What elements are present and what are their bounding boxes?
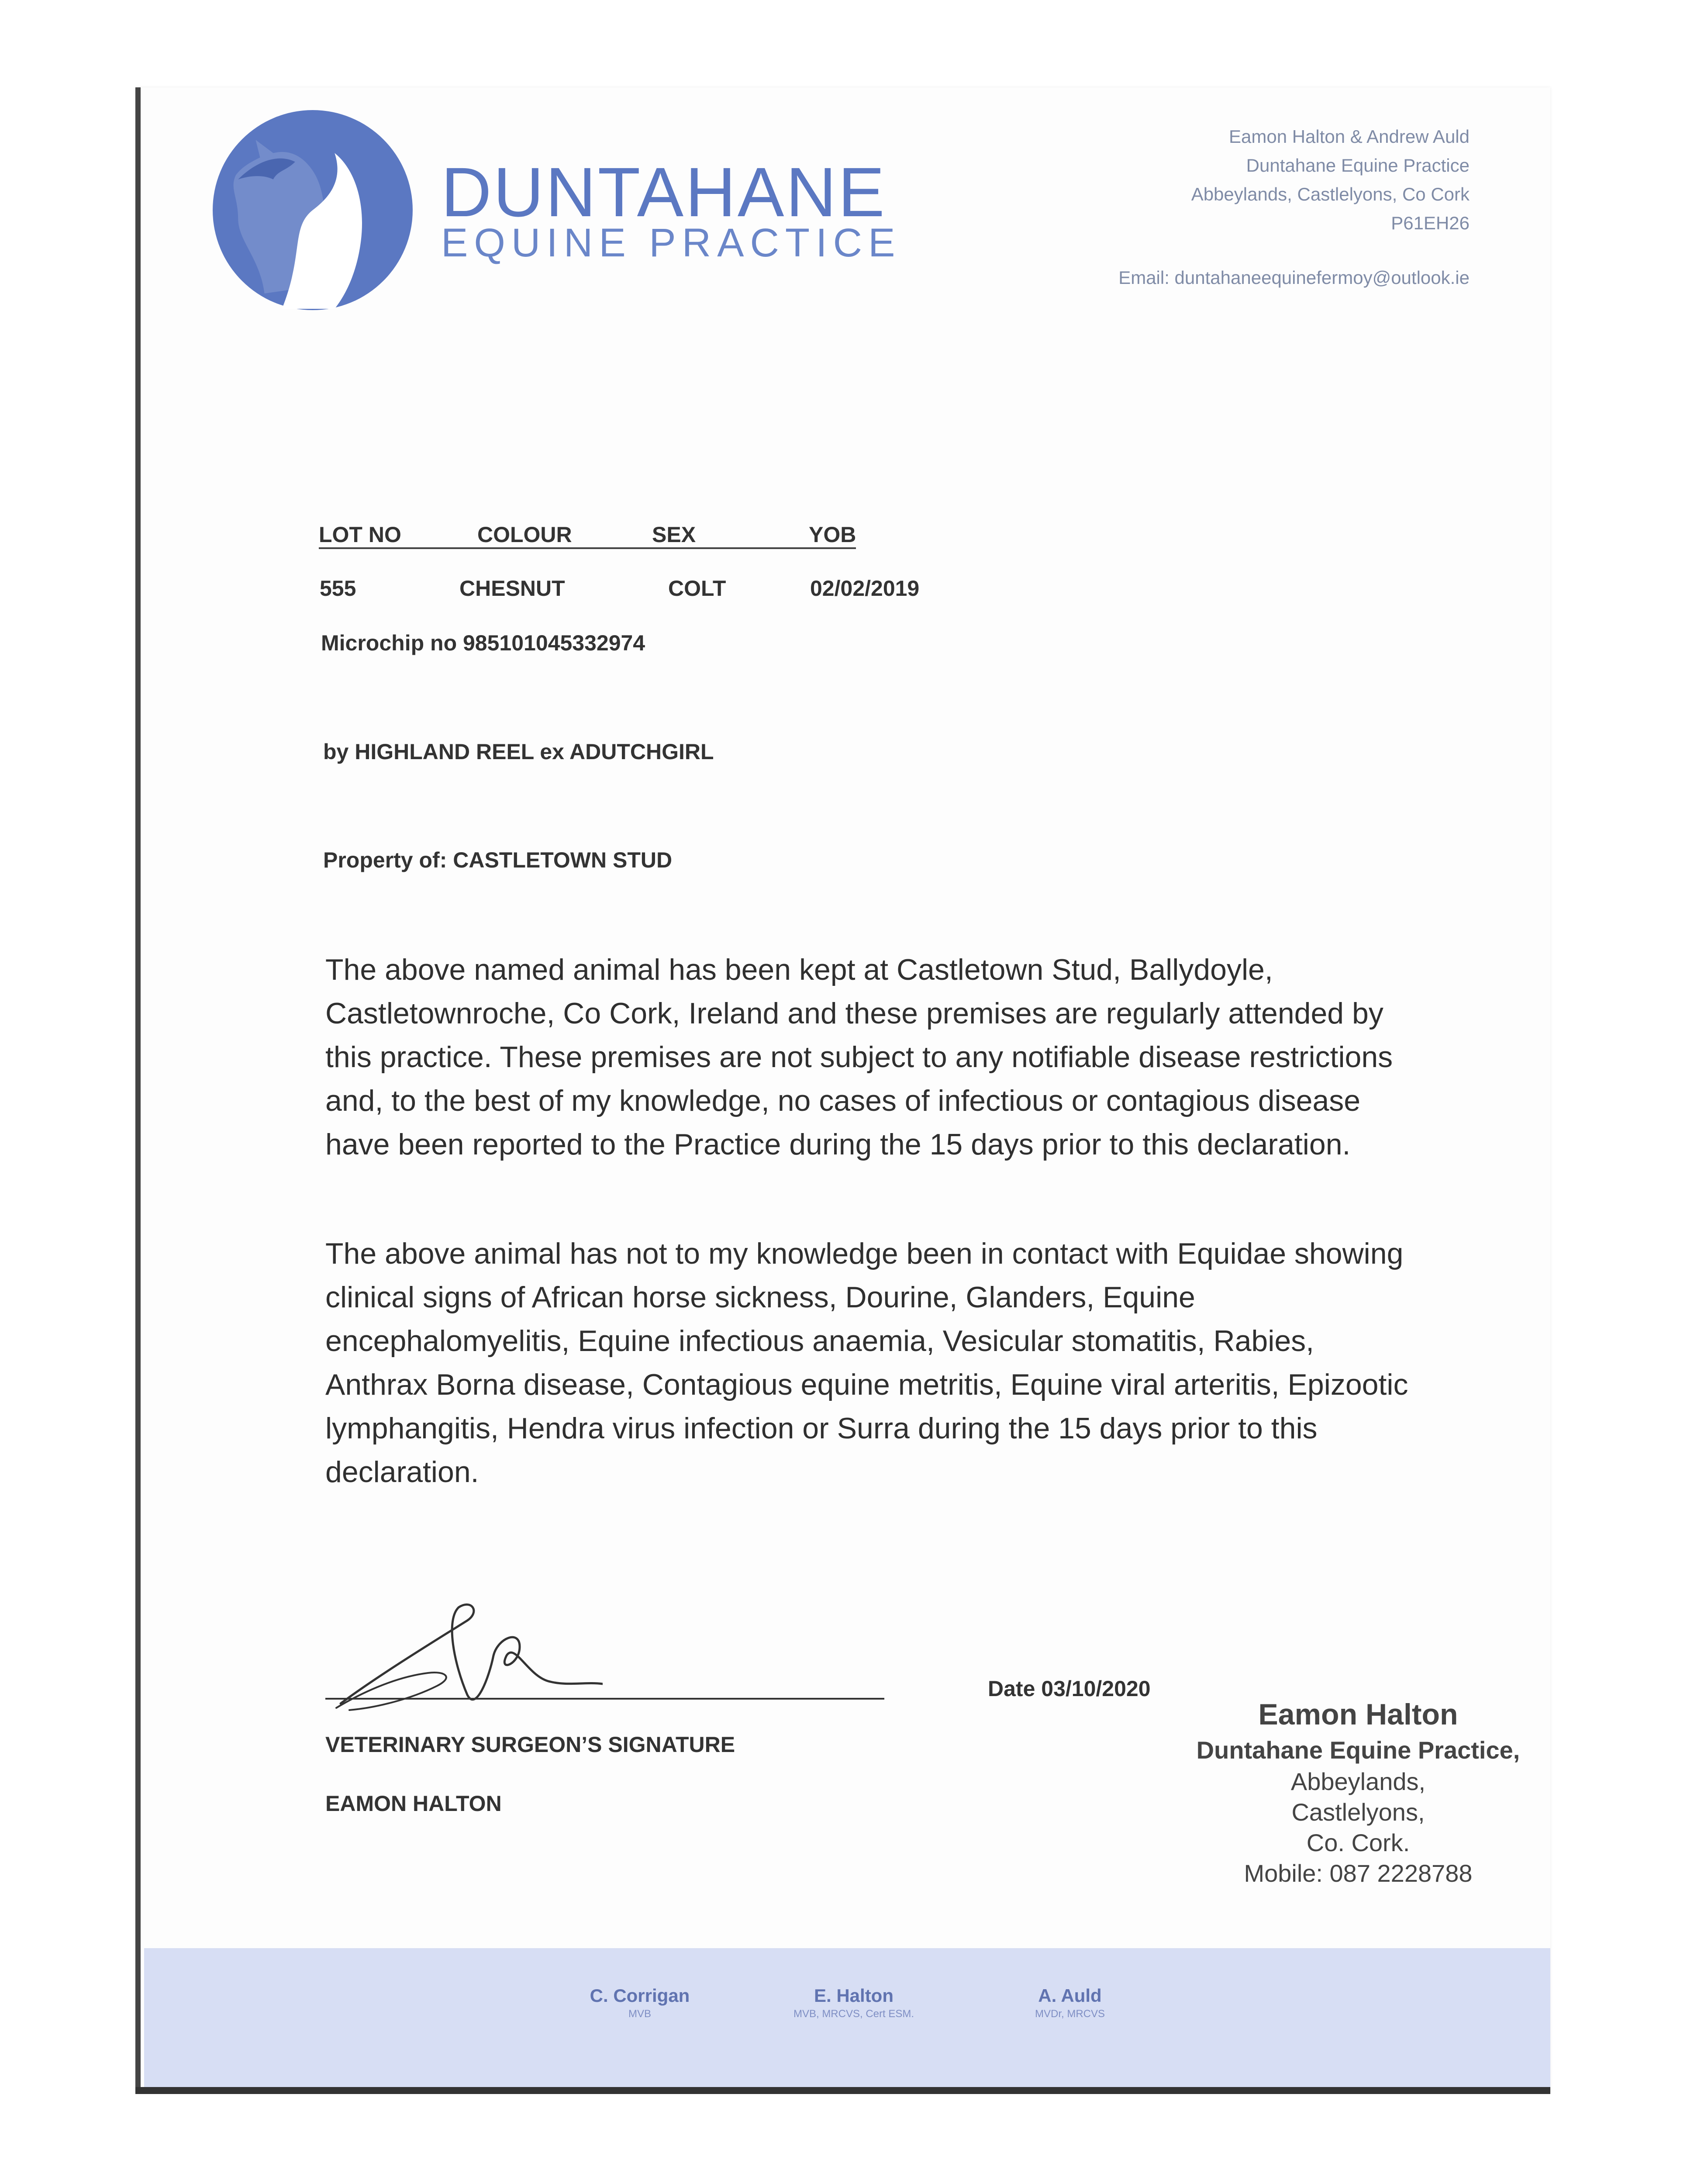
value-lot-no: 555 <box>320 576 356 601</box>
vet-quals: MVB <box>628 2008 651 2020</box>
vet-name: E. Halton <box>814 1985 894 2006</box>
breeding-line: by HIGHLAND REEL ex ADUTCHGIRL <box>323 740 714 764</box>
handwritten-signature <box>323 1590 603 1721</box>
header-underline <box>319 547 856 549</box>
address-line: Duntahane Equine Practice <box>1246 155 1470 176</box>
brand-name: DUNTAHANE <box>441 153 887 231</box>
declaration-date: Date 03/10/2020 <box>988 1676 1151 1701</box>
signature-label: VETERINARY SURGEON’S SIGNATURE <box>325 1732 735 1757</box>
vet-quals: MVB, MRCVS, Cert ESM. <box>793 2008 914 2020</box>
brand-subtitle: EQUINE PRACTICE <box>441 221 901 265</box>
declaration-paragraph-2: The above animal has not to my knowledge been in contact with Equidae showing clinical signs of African horse sickness, Dourine, Glanders, Equine encephalomyelitis, Equine infectious anaemia, Vesicular stomatitis, Rabies, Anthrax Borna disease, Contagious equine metritis, Equine viral arteritis, Epizootic lymphangitis, Hendra virus infection or Surra during the 15 days prior to this declaration. <box>325 1237 1408 1489</box>
header-sex: SEX <box>652 522 696 547</box>
signatory-name: EAMON HALTON <box>325 1791 502 1816</box>
value-yob: 02/02/2019 <box>810 576 920 601</box>
practice-email: Email: duntahaneequinefermoy@outlook.ie <box>1118 267 1470 288</box>
stamp-mobile: Mobile: 087 2228788 <box>1244 1859 1473 1887</box>
property-line: Property of: CASTLETOWN STUD <box>323 848 673 872</box>
microchip-number: Microchip no 985101045332974 <box>321 631 645 655</box>
header-yob: YOB <box>809 522 856 547</box>
declaration-paragraph-1: The above named animal has been kept at Castletown Stud, Ballydoyle, Castletownroche, Co Cork, Ireland and these premises are regularly attended by this practice. These premises are not subject to any notifiable disease restrictions and, to the best of my knowledge, no cases of infectious or contagious disease have been reported to the Practice during the 15 days prior to this declaration. <box>325 953 1393 1161</box>
address-line: Eamon Halton & Andrew Auld <box>1228 126 1470 147</box>
vet-corrigan <box>552 1985 727 2020</box>
practice-address <box>1191 122 1470 238</box>
horse-head-logo-icon <box>212 109 414 311</box>
page-left-edge <box>135 87 141 2092</box>
address-line: P61EH26 <box>1391 213 1470 233</box>
header-colour: COLOUR <box>477 522 572 547</box>
vet-auld <box>983 1985 1157 2020</box>
stamp-org: Duntahane Equine Practice, <box>1196 1736 1520 1764</box>
value-sex: COLT <box>668 576 726 601</box>
vet-name: A. Auld <box>1038 1985 1102 2006</box>
value-colour: CHESNUT <box>459 576 565 601</box>
stamp-name: Eamon Halton <box>1258 1698 1458 1731</box>
page-bottom-edge <box>135 2087 1550 2094</box>
header-lot-no: LOT NO <box>319 522 401 547</box>
stamp-line: Castlelyons, <box>1291 1798 1425 1826</box>
address-line: Abbeylands, Castlelyons, Co Cork <box>1191 184 1470 204</box>
vet-halton <box>766 1985 941 2020</box>
signature-line <box>325 1698 884 1700</box>
vet-quals: MVDr, MRCVS <box>1035 2008 1105 2020</box>
vet-name: C. Corrigan <box>590 1985 690 2006</box>
practice-stamp <box>1157 1695 1559 1889</box>
stamp-line: Co. Cork. <box>1306 1829 1410 1856</box>
stamp-line: Abbeylands, <box>1290 1768 1426 1795</box>
